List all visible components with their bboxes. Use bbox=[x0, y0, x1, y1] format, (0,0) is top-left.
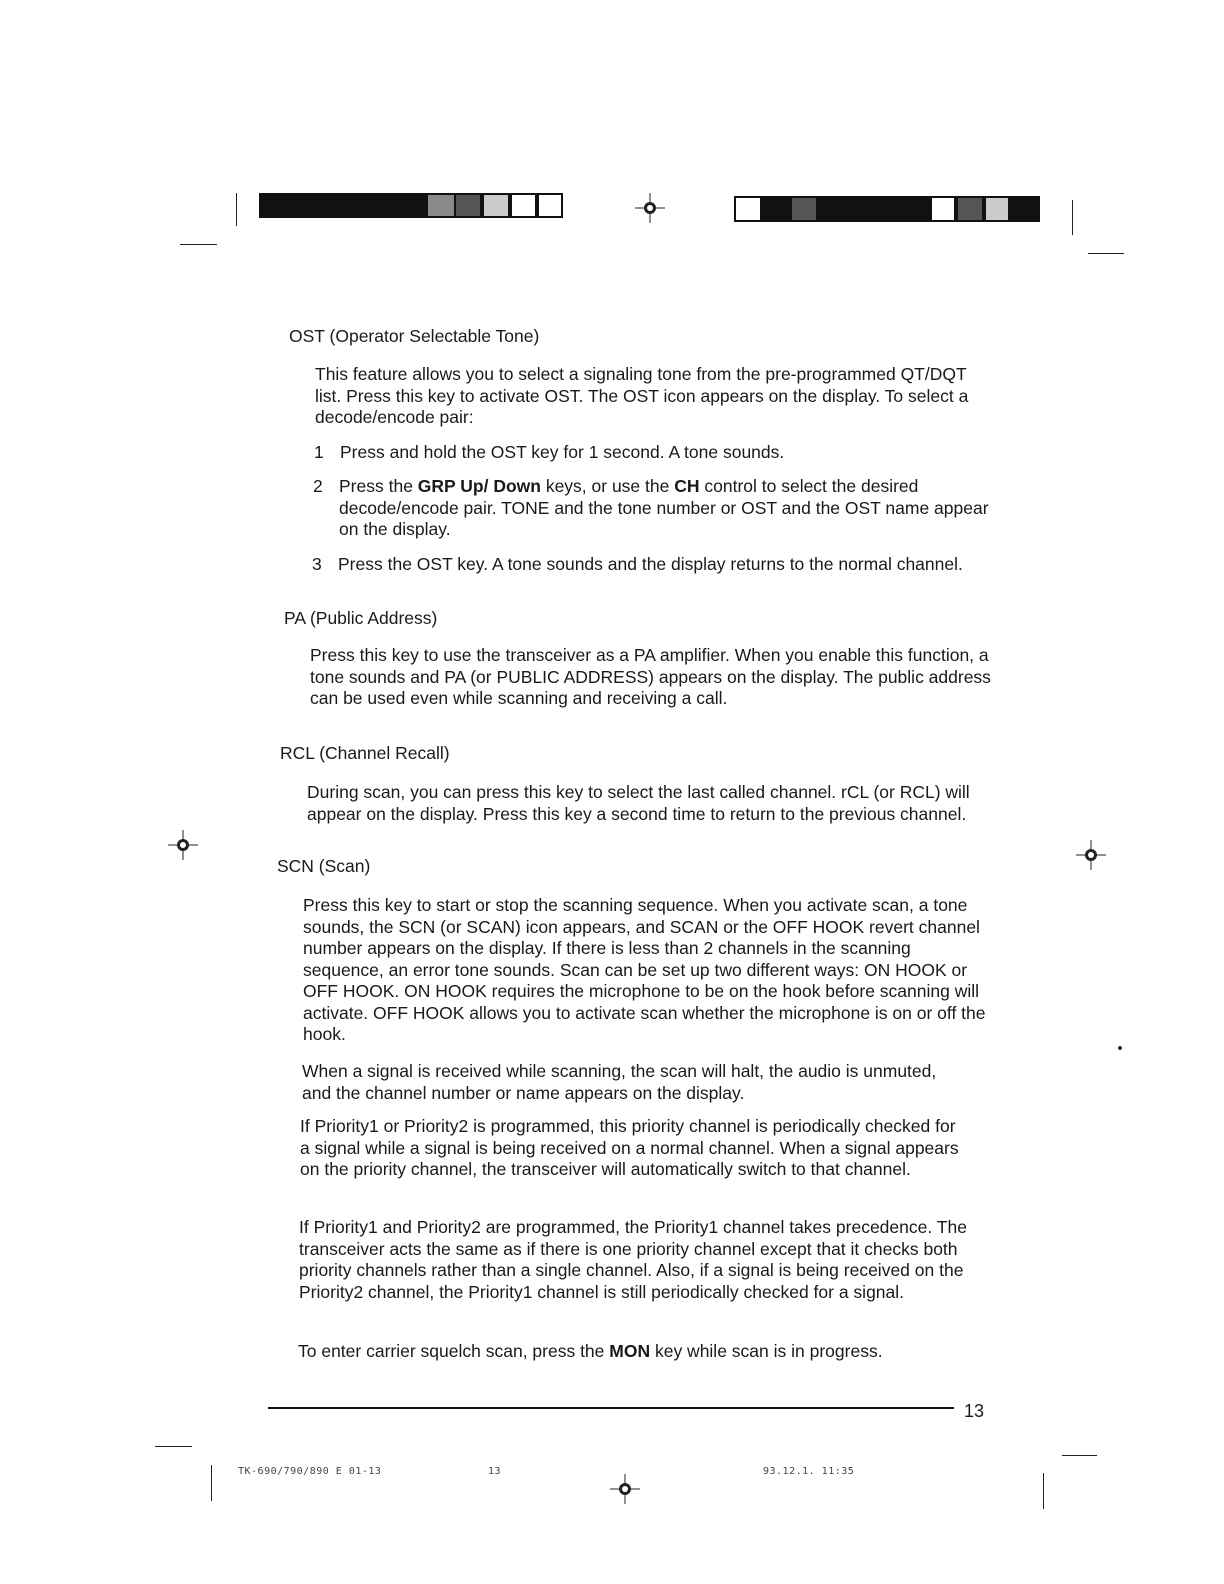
ost-step-2 bbox=[313, 476, 998, 542]
scn-paragraph-5: To enter carrier squelch scan, press the MON key while scan is in progress. bbox=[298, 1341, 883, 1361]
step-number: 1 bbox=[314, 442, 324, 462]
scn-paragraph-1: Press this key to start or stop the scanning sequence. When you activate scan, a tone sounds, the SCN (or SCAN) icon appears, and SCAN or the OFF HOOK revert channel number appears on the display. If there is less than 2 channels in the scanning sequence, an error tone sounds. Scan can be set up two different ways: ON HOOK or OFF HOOK. ON HOOK requires the microphone to be on the hook before scanning will activate. OFF HOOK allows you to activate scan whether the microphone is on or off the hook. bbox=[303, 895, 986, 1044]
grp-up-down-keys: GRP Up/ Down bbox=[417, 476, 541, 496]
page-number: 13 bbox=[964, 1401, 985, 1421]
step-text: Press the OST key. A tone sounds and the display returns to the normal channel. bbox=[338, 554, 963, 574]
footer-job-id: TK-690/790/890 E 01-13 bbox=[238, 1466, 382, 1477]
ost-step-1 bbox=[314, 442, 994, 464]
pa-paragraph: Press this key to use the transceiver as a PA amplifier. When you enable this function, a tone sounds and PA (or PUBLIC ADDRESS) appears on the display. The public address can be used even while scanning and receiving a call. bbox=[310, 645, 991, 708]
crop-mark-bottom-left-horizontal bbox=[155, 1446, 192, 1447]
crop-mark-bottom-right-horizontal bbox=[1062, 1455, 1097, 1456]
footer-rule bbox=[268, 1407, 954, 1409]
rcl-paragraph: During scan, you can press this key to select the last called channel. rCL (or RCL) will appear on the display. Press this key a second time to return to the previous channel. bbox=[307, 782, 970, 824]
footer-timestamp: 93.12.1. 11:35 bbox=[763, 1466, 855, 1477]
crop-mark-bottom-left-vertical bbox=[211, 1465, 212, 1501]
mon-key: MON bbox=[609, 1341, 651, 1361]
registration-mark-icon bbox=[635, 193, 665, 223]
registration-mark-icon bbox=[168, 830, 198, 860]
crop-mark-top-right-horizontal bbox=[1088, 253, 1124, 254]
registration-mark-icon bbox=[1076, 840, 1106, 870]
section-title-ost: OST (Operator Selectable Tone) bbox=[289, 326, 540, 346]
scn-paragraph-3: If Priority1 or Priority2 is programmed, this priority channel is periodically checked for a signal while a signal is being received on a normal channel. When a signal appears on the priority channel, the transceiver will automatically switch to that channel. bbox=[300, 1116, 959, 1179]
crop-mark-bottom-right-vertical bbox=[1043, 1473, 1044, 1509]
section-title-pa: PA (Public Address) bbox=[284, 608, 438, 628]
speck bbox=[1118, 1046, 1122, 1050]
section-title-scn: SCN (Scan) bbox=[277, 856, 371, 876]
crop-mark-top-left-vertical bbox=[236, 193, 237, 226]
step-text: Press the GRP Up/ Down keys, or use the CH control to select the desired decode/encode pair. TONE and the tone number or OST and the OST name appear on the display. bbox=[339, 476, 989, 539]
registration-mark-icon bbox=[610, 1474, 640, 1504]
scn-paragraph-2: When a signal is received while scanning, the scan will halt, the audio is unmuted, and the channel number or name appears on the display. bbox=[302, 1061, 937, 1103]
crop-mark-top-left-horizontal bbox=[180, 244, 217, 245]
crop-mark-top-right-vertical bbox=[1072, 200, 1073, 235]
footer-page-ref: 13 bbox=[488, 1466, 502, 1477]
ost-intro-paragraph: This feature allows you to select a signaling tone from the pre-programmed QT/DQT list. Press this key to activate OST. The OST icon appears on the display. To select a decode/encode pair: bbox=[315, 364, 969, 427]
step-number: 3 bbox=[312, 554, 322, 574]
ch-control: CH bbox=[674, 476, 700, 496]
step-number: 2 bbox=[313, 476, 323, 496]
step-text: Press and hold the OST key for 1 second. A tone sounds. bbox=[340, 442, 785, 462]
scn-paragraph-4: If Priority1 and Priority2 are programmed, the Priority1 channel takes precedence. The transceiver acts the same as if there is one priority channel except that it checks both priority channels rather than a single channel. Also, if a signal is being received on the Priority2 channel, the Priority1 channel is still periodically checked for a signal. bbox=[299, 1217, 967, 1302]
ost-step-3 bbox=[312, 554, 992, 598]
section-title-rcl: RCL (Channel Recall) bbox=[280, 743, 450, 763]
